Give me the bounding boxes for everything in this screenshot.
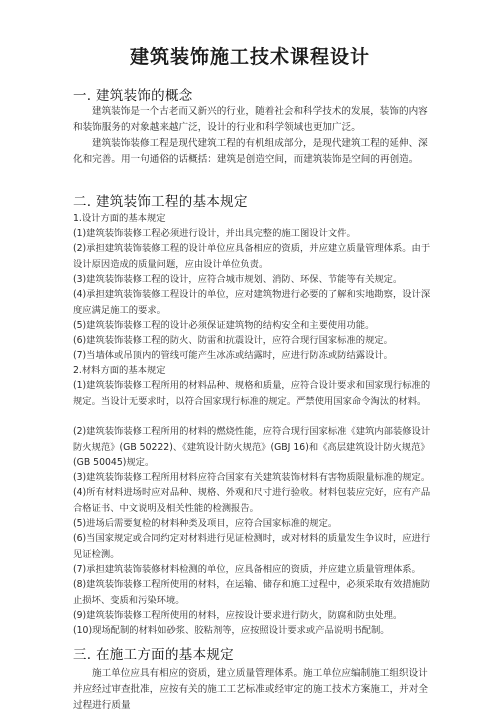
list-item: (4)承担建筑装饰装修工程设计的单位，应对建筑物进行必要的了解和实地勘察，设计深度应满足施工的要求。 bbox=[73, 289, 431, 316]
list-item: (3)建筑装饰装修工程所用材料应符合国家有关建筑装饰材料有害物质限量标准的规定。 bbox=[73, 472, 431, 483]
list-item: (2)承担建筑装饰装修工程的设计单位应具备相应的资质，并应建立质量管理体系。由于设计原因造成的质量问题，应由设计单位负责。 bbox=[73, 243, 431, 270]
list-item: (3)建筑装饰装修工程的设计，应符合城市规划、消防、环保、节能等有关规定。 bbox=[73, 274, 403, 285]
section-heading-concept: 一. 建筑装饰的概念 bbox=[73, 88, 193, 104]
list-item: (10)现场配制的材料如砂浆、胶粘剂等，应按照设计要求或产品说明书配制。 bbox=[73, 625, 390, 636]
list-item: (6)当国家规定或合同约定对材料进行见证检测时，或对材料的质量发生争议时，应进行见证检测。 bbox=[73, 533, 431, 560]
list-item: (7)当墙体或吊顶内的管线可能产生冰冻或结露时，应进行防冻或防结露设计。 bbox=[73, 350, 393, 361]
list-item: (1)建筑装饰装修工程所用的材料品种、规格和质量，应符合设计要求和国家现行标准的规定。当设计无要求时，以符合国家现行标准的规定。严禁使用国家命令淘汰的材料。 bbox=[73, 380, 431, 407]
list-item: (9)建筑装饰装修工程所使用的材料，应按设计要求进行防火，防腐和防虫处理。 bbox=[73, 610, 403, 621]
list-item: (6)建筑装饰装修工程的防火、防雷和抗震设计，应符合现行国家标准的规定。 bbox=[73, 335, 393, 346]
list-item: (2)建筑装饰装修工程所用的材料的燃烧性能，应符合现行国家标准《建筑内部装修设计防火规范》(GB 50222)、《建筑设计防火规范》(GBJ 16)和《高层建筑设计防火规范》(GB 50045)规定。 bbox=[73, 426, 431, 469]
list-item: 2.材料方面的基本规定 bbox=[73, 365, 166, 376]
section-heading-basic-rules: 二. 建筑装饰工程的基本规定 bbox=[73, 194, 248, 210]
list-item: (1)建筑装饰装修工程必须进行设计，并出具完整的施工图设计文件。 bbox=[73, 228, 356, 239]
section-heading-construction: 三. 在施工方面的基本规定 bbox=[73, 647, 234, 663]
paragraph: 建筑装饰是一个古老而又新兴的行业，随着社会和科学技术的发展，装饰的内容和装饰服务的对象越来越广泛，设计的行业和科学领域也更加广泛。 bbox=[73, 106, 428, 133]
list-item: (5)建筑装饰装修工程的设计必须保证建筑物的结构安全和主要使用功能。 bbox=[73, 320, 375, 331]
list-item: (4)所有材料进场时应对品种、规格、外观和尺寸进行验收。材料包装应完好，应有产品合格证书、中文说明及相关性能的检测报告。 bbox=[73, 487, 431, 514]
list-item: 1.设计方面的基本规定 bbox=[73, 213, 166, 224]
document-title: 建筑装饰施工技术课程设计 bbox=[129, 46, 370, 68]
paragraph: 建筑装饰装修工程是现代建筑工程的有机组成部分，是现代建筑工程的延伸、深化和完善。用一句通俗的话概括：建筑是创造空间，而建筑装饰是空间的再创造。 bbox=[73, 138, 428, 165]
list-item: (7)承担建筑装饰装修材料检测的单位，应具备相应的资质，并应建立质量管理体系。 bbox=[73, 564, 421, 575]
list-item: (8)建筑装饰装修工程所使用的材料，在运输、储存和施工过程中，必须采取有效措施防止损坏、变质和污染环境。 bbox=[73, 579, 431, 606]
paragraph: 施工单位应具有相应的资质，建立质量管理体系。施工单位应编制施工组织设计并应经过审查批准，应按有关的施工工艺标准或经审定的施工技术方案施工，并对全过程进行质量 bbox=[73, 668, 428, 711]
list-item: (5)进场后需要复检的材料种类及项目，应符合国家标准的规定。 bbox=[73, 518, 338, 529]
